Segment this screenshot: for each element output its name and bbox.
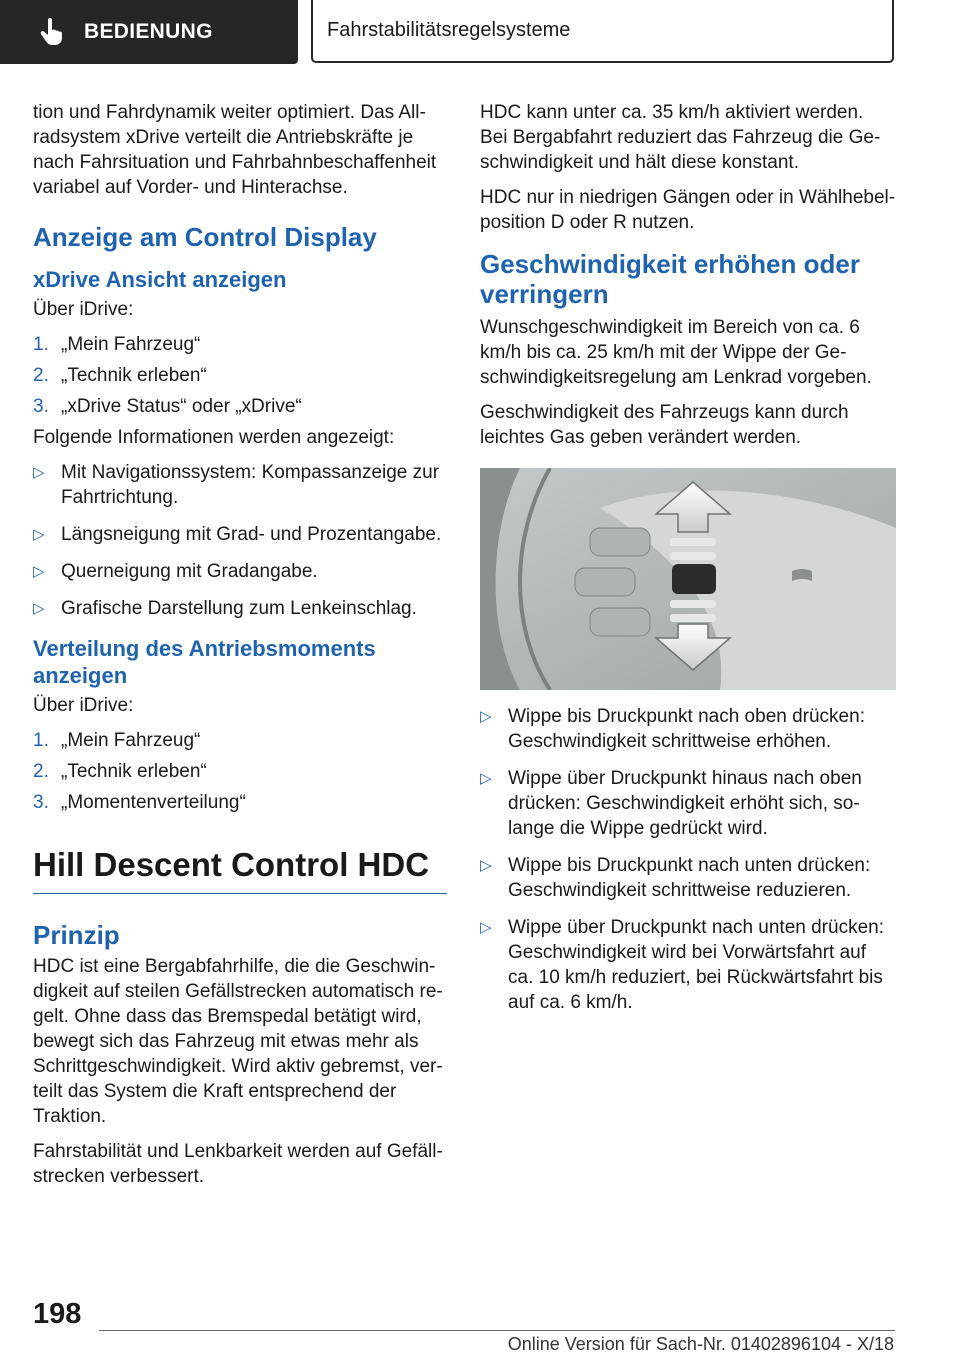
hdc-activation-paragraph: HDC kann unter ca. 35 km/h aktiviert werden. Bei Bergabfahrt reduziert das Fahrzeug die Ge-schwindigkeit und hält diese konstant. [480,102,881,173]
bullet-text: Längsneigung mit Grad- und Prozentangabe. [61,524,442,545]
step-number: 3. [33,792,49,813]
list-item [33,522,447,547]
heading-speed-adjust: Geschwindigkeit erhöhen oder verringern [480,249,860,309]
step-text: „Mein Fahrzeug“ [61,334,201,355]
page-number: 198 [33,1298,82,1330]
bullet-text: Wippe über Druckpunkt hinaus nach oben drücken: Geschwindigkeit erhöht sich, so-lange die Wippe gedrückt wird. [508,768,862,839]
speed-gas-paragraph: Geschwindigkeit des Fahrzeugs kann durch leichtes Gas geben verändert werden. [480,402,849,448]
list-item [480,766,896,841]
bullet-text: Grafische Darstellung zum Lenkeinschlag. [61,598,417,619]
footer-divider [99,1330,895,1331]
step-number: 2. [33,761,49,782]
principle-paragraph-2: Fahrstabilität und Lenkbarkeit werden auf Gefäll-strecken verbessert. [33,1141,443,1187]
triangle-bullet-icon: ▷ [33,563,45,580]
triangle-bullet-icon: ▷ [480,919,492,936]
heading-hdc: Hill Descent Control HDC [33,845,447,894]
speed-range-paragraph: Wunschgeschwindigkeit im Bereich von ca. 6 km/h bis ca. 25 km/h mit der Wippe der Ge-schwindigkeitsregelung am Lenkrad vorgeben. [480,317,872,388]
list-item [33,596,447,621]
list-item [33,559,447,584]
step-text: „Technik erleben“ [61,365,207,386]
triangle-bullet-icon: ▷ [33,526,45,543]
steps-list-torque [33,728,447,815]
triangle-bullet-icon: ▷ [480,857,492,874]
bullet-text: Querneigung mit Gradangabe. [61,561,318,582]
step-number: 1. [33,334,49,355]
intro-paragraph: tion und Fahrdynamik weiter optimiert. Das All-radsystem xDrive verteilt die Antriebskräfte je nach Fahrsituation und Fahrbahnbeschaffenheit variabel auf Vorder- und Hinterachse. [33,102,437,198]
step-number: 2. [33,365,49,386]
bullet-text: Wippe über Druckpunkt nach unten drücken: Geschwindigkeit wird bei Vorwärtsfahrt auf ca. 10 km/h reduziert, bei Rückwärtsfahrt bis auf ca. 6 km/h. [508,917,884,1013]
step-text: „Momentenverteilung“ [61,792,246,813]
left-column [33,100,447,1199]
triangle-bullet-icon: ▷ [480,708,492,725]
list-item [480,915,896,1015]
right-column [480,100,896,1027]
list-item [33,332,447,357]
heading-principle: Prinzip [33,920,120,950]
rocker-bullets [480,704,896,1015]
triangle-bullet-icon: ▷ [33,464,45,481]
idrive-label: Über iDrive: [33,299,134,320]
triangle-bullet-icon: ▷ [480,770,492,787]
heading-torque-distribution: Verteilung des Antriebsmoments anzeigen [33,636,376,688]
heading-xdrive-view: xDrive Ansicht anzeigen [33,267,287,292]
step-number: 3. [33,396,49,417]
step-text: „Mein Fahrzeug“ [61,730,201,751]
list-item [33,363,447,388]
chapter-header [311,0,894,63]
info-label: Folgende Informationen werden angezeigt: [33,427,395,448]
hdc-gear-paragraph: HDC nur in niedrigen Gängen oder in Wählhebel-position D oder R nutzen. [480,187,896,233]
bullet-text: Mit Navigationssystem: Kompassanzeige zur Fahrtrichtung. [61,462,440,508]
steps-list-xdrive [33,332,447,419]
info-bullets [33,460,447,621]
list-item [480,704,896,754]
hand-pointer-icon [40,17,66,47]
list-item [33,790,447,815]
section-tab[interactable] [0,0,298,64]
list-item [33,759,447,784]
bullet-text: Wippe bis Druckpunkt nach unten drücken: Geschwindigkeit schrittweise reduzieren. [508,855,871,901]
chapter-title: Fahrstabilitätsregelsysteme [327,19,571,41]
bullet-text: Wippe bis Druckpunkt nach oben drücken: Geschwindigkeit schrittweise erhöhen. [508,706,865,752]
list-item [33,728,447,753]
step-text: „xDrive Status“ oder „xDrive“ [61,396,302,417]
principle-paragraph-1: HDC ist eine Bergabfahrhilfe, die die Geschwin-digkeit auf steilen Gefällstrecken automatisch re-gelt. Ohne dass das Bremspedal betätigt wird, bewegt sich das Fahrzeug mit etwas mehr als Schrittgeschwindigkeit. Wird aktiv gebremst, ver-teilt das System die Kraft entsprechend der Traktion. [33,956,443,1127]
steering-wheel-rocker-figure [480,468,896,690]
heading-control-display: Anzeige am Control Display [33,222,377,252]
online-version-note: Online Version für Sach-Nr. 01402896104 - X/18 [507,1334,894,1354]
triangle-bullet-icon: ▷ [33,600,45,617]
list-item [480,853,896,903]
section-title: BEDIENUNG [84,20,213,43]
step-number: 1. [33,730,49,751]
list-item [33,460,447,510]
idrive-label-2: Über iDrive: [33,695,134,716]
step-text: „Technik erleben“ [61,761,207,782]
list-item [33,394,447,419]
